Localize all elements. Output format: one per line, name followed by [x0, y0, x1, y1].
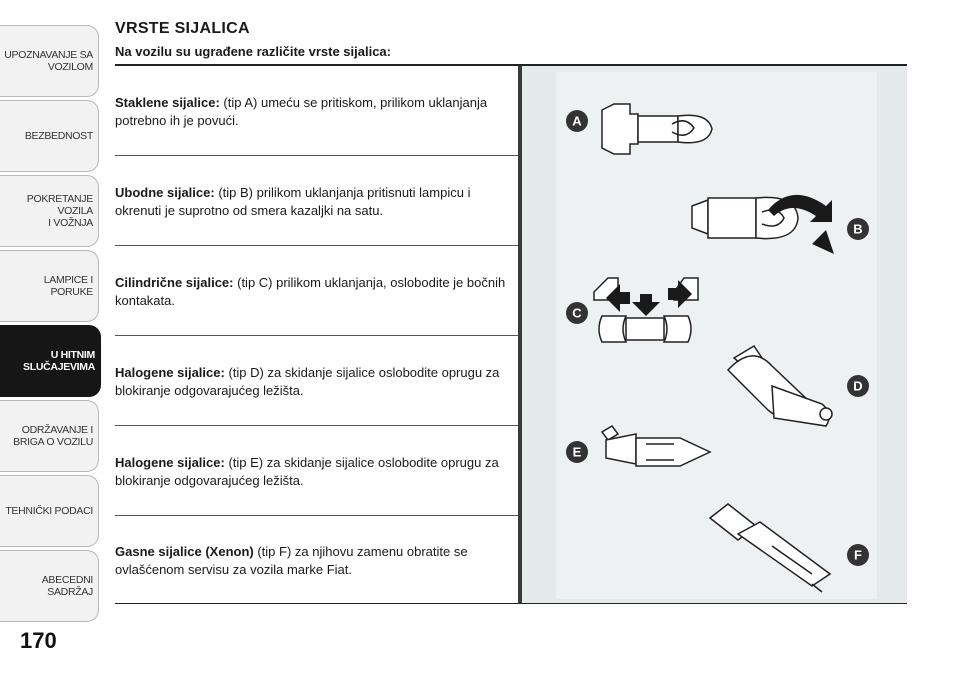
bulb-text: (tip A) umeću se pritiskom, prilikom uklanjanja potrebno ih je povući.: [115, 95, 488, 128]
bulb-name: Cilindrične sijalice:: [115, 275, 234, 290]
bulb-text: (tip E) za skidanje sijalice oslobodite oprugu za blokiranje odgovarajućeg ležišta.: [115, 455, 499, 488]
tab-bezbednost[interactable]: BEZBEDNOST: [0, 100, 99, 172]
marker-a: [566, 110, 588, 132]
bulb-list: [115, 66, 518, 605]
marker-d: [847, 375, 869, 397]
bulb-name: Ubodne sijalice:: [115, 185, 215, 200]
page-subtitle: Na vozilu su ugrađene različite vrste sijalica:: [115, 44, 391, 59]
bulb-item-a: [115, 66, 518, 156]
bulb-item-f: [115, 516, 518, 605]
tab-upoznavanje[interactable]: UPOZNAVANJE SA VOZILOM: [0, 25, 99, 97]
wedge-bulb-icon: [602, 104, 712, 154]
down-arrow-icon: [632, 294, 660, 316]
tab-hitni-slucajevi[interactable]: U HITNIM SLUČAJEVIMA: [0, 325, 101, 397]
svg-text:A: A: [572, 113, 582, 129]
bulb-item-c: [115, 246, 518, 336]
tab-odrzavanje[interactable]: ODRŽAVANJE I BRIGA O VOZILU: [0, 400, 99, 472]
bulb-item-e: [115, 426, 518, 516]
bulb-item-b: [115, 156, 518, 246]
bulb-name: Staklene sijalice:: [115, 95, 220, 110]
tab-abecedni-sadrzaj[interactable]: ABECEDNI SADRŽAJ: [0, 550, 99, 622]
bulb-name: Halogene sijalice:: [115, 455, 225, 470]
marker-e: [566, 441, 588, 463]
bulb-text: (tip F) za njihovu zamenu obratite se ovlašćenom servisu za vozila marke Fiat.: [115, 544, 468, 577]
tab-lampice[interactable]: LAMPICE I PORUKE: [0, 250, 99, 322]
tab-pokretanje[interactable]: POKRETANJE VOZILA I VOŽNJA: [0, 175, 99, 247]
bulb-text: (tip C) prilikom uklanjanja, oslobodite je bočnih kontakata.: [115, 275, 506, 308]
xenon-bulb-icon: [710, 504, 830, 592]
marker-f: [847, 544, 869, 566]
bulb-text: (tip B) prilikom uklanjanja pritisnuti lampicu i okrenuti je suprotno od smera kazaljki na satu.: [115, 185, 471, 218]
marker-c: [566, 302, 588, 324]
bulb-illustration: [522, 66, 907, 603]
svg-text:C: C: [572, 305, 582, 321]
bulb-name: Halogene sijalice:: [115, 365, 225, 380]
bulb-text: (tip D) za skidanje sijalice oslobodite oprugu za blokiranje odgovarajućeg ležišta.: [115, 365, 500, 398]
push-arrow-icon: [812, 230, 834, 254]
svg-text:B: B: [853, 221, 863, 237]
h1-halogen-bulb-icon: [602, 426, 710, 466]
h4-halogen-bulb-icon: [728, 346, 832, 426]
svg-text:F: F: [854, 547, 862, 563]
page-title: VRSTE SIJALICA: [115, 20, 250, 37]
svg-text:D: D: [853, 378, 863, 394]
bottom-rule: [115, 603, 907, 604]
bulb-item-d: [115, 336, 518, 426]
svg-text:E: E: [572, 444, 582, 460]
page-number: 170: [20, 628, 57, 653]
bulb-name: Gasne sijalice (Xenon): [115, 544, 254, 559]
tab-tehnicki-podaci[interactable]: TEHNIČKI PODACI: [0, 475, 99, 547]
marker-b: [847, 218, 869, 240]
